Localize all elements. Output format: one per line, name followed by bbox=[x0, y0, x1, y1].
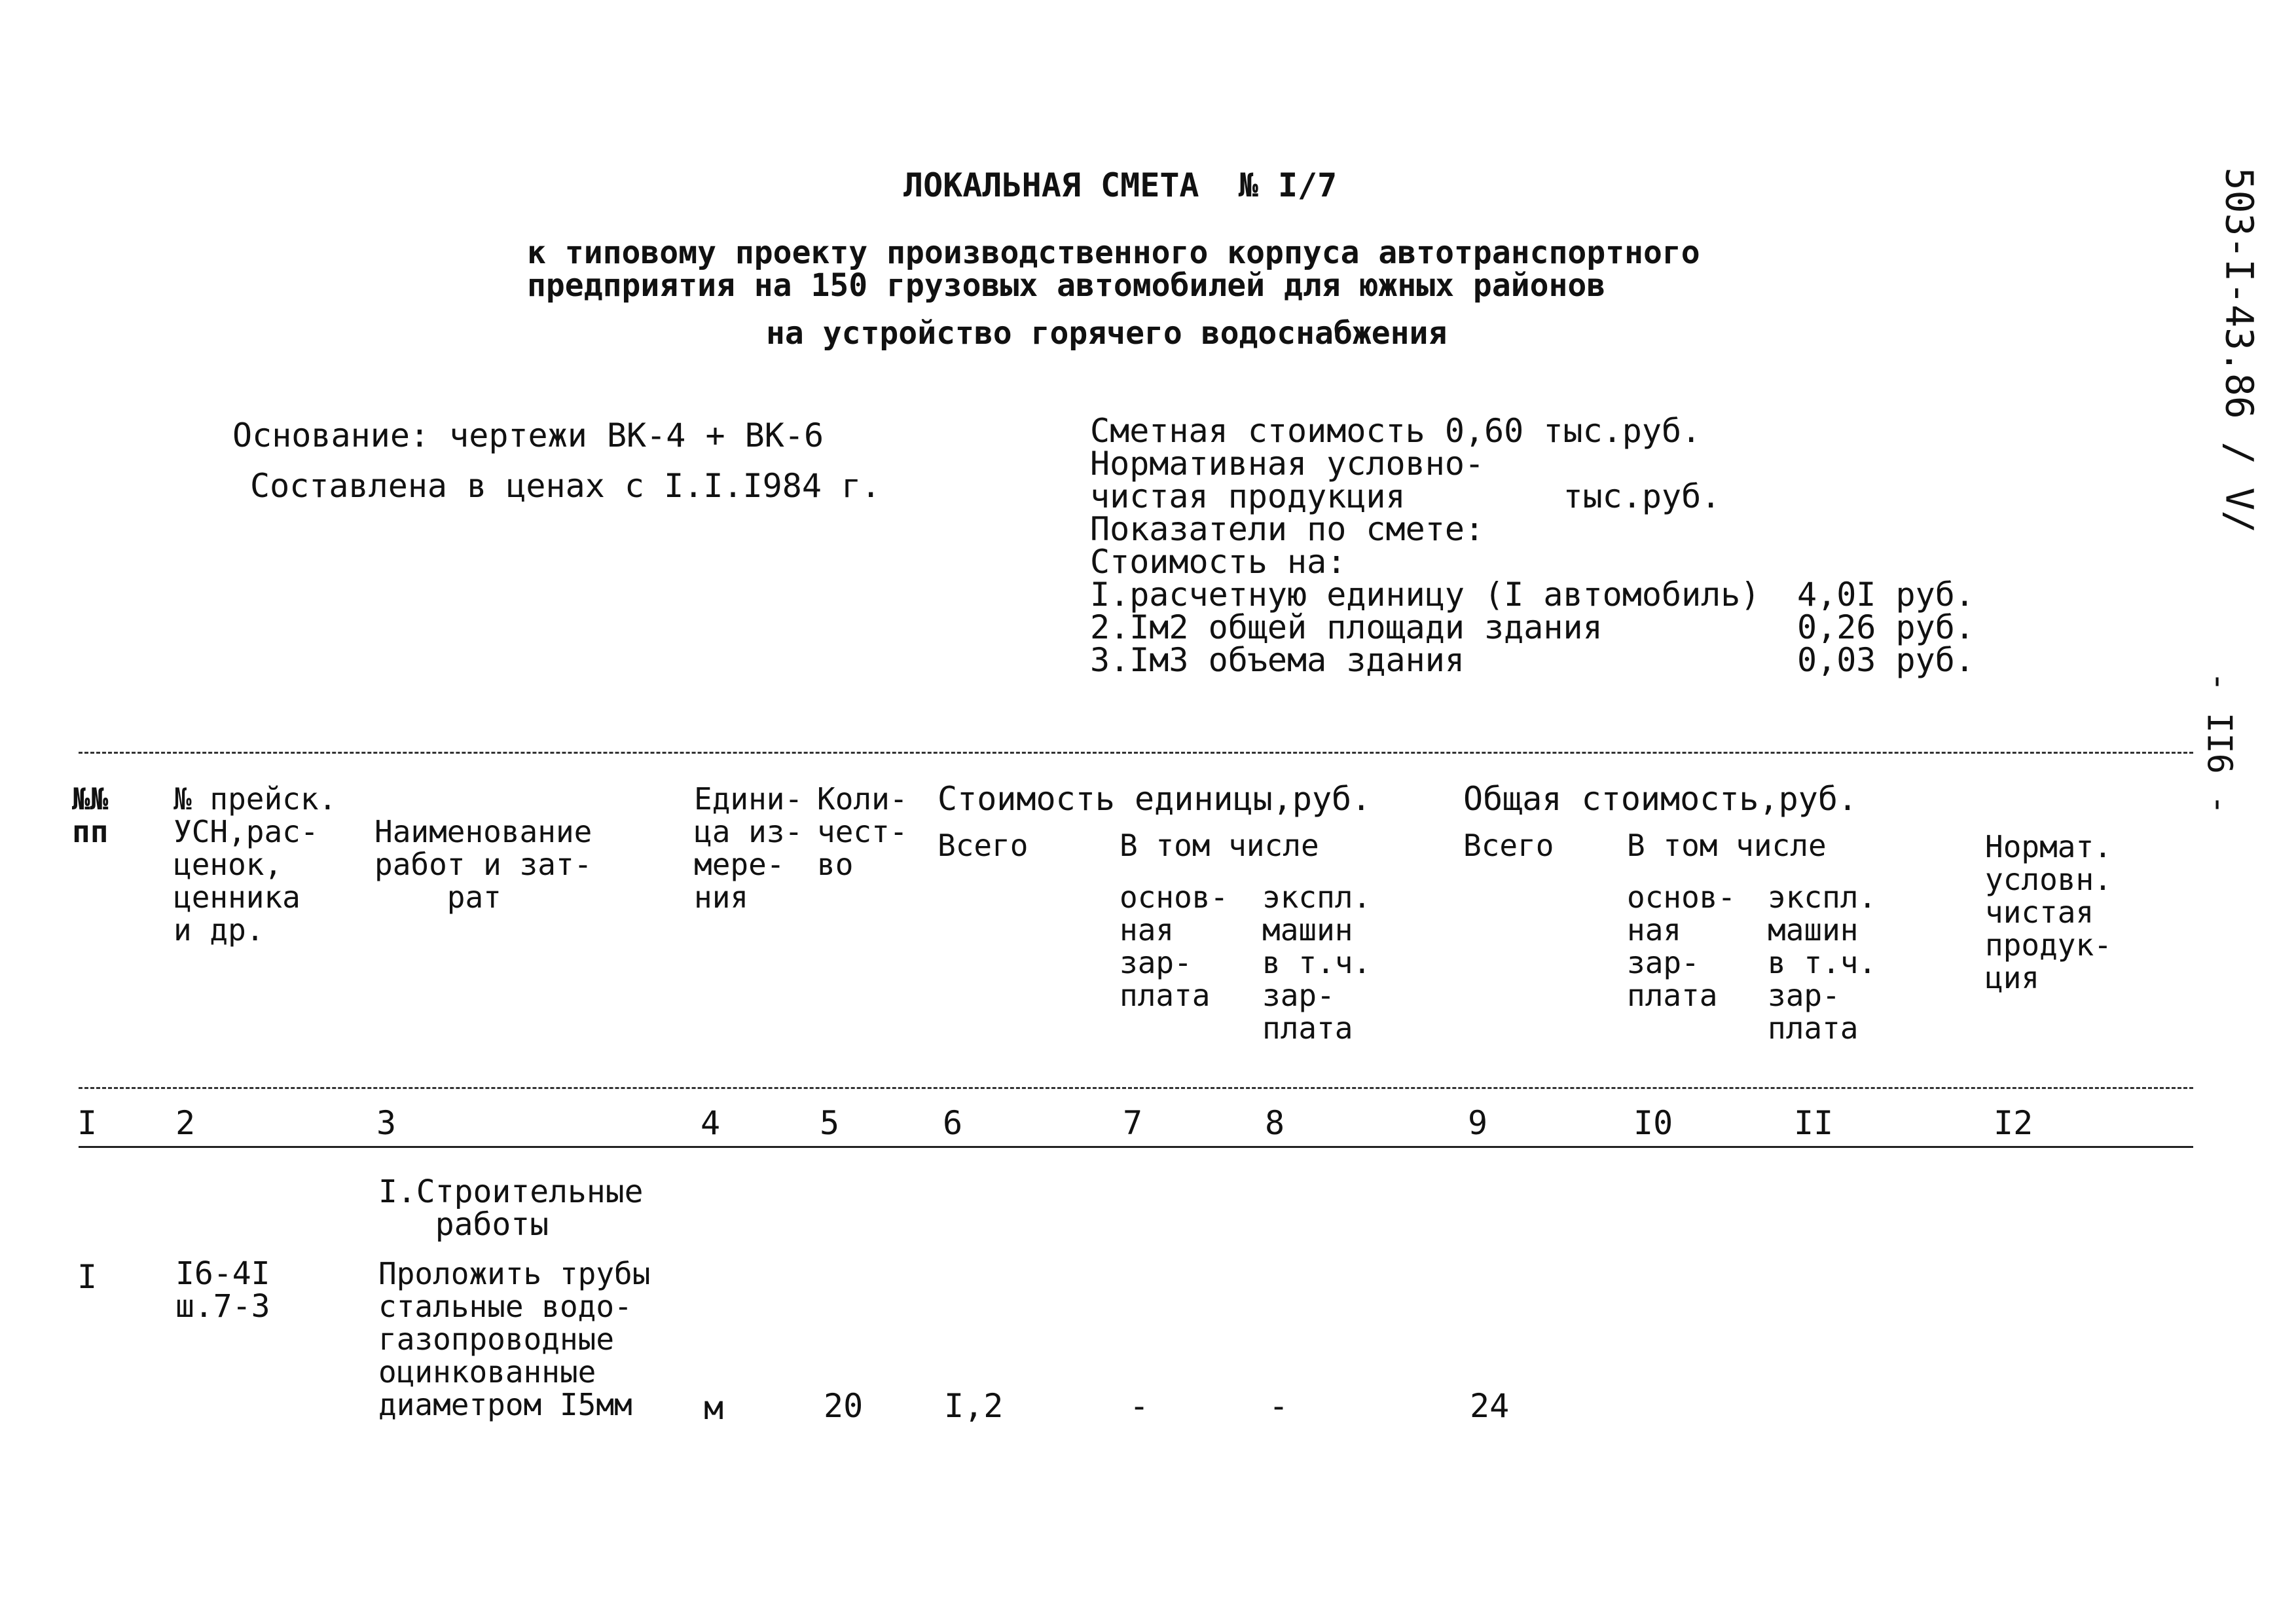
section-title: I.Строительные работы bbox=[378, 1173, 644, 1243]
basis-drawings: Основание: чертежи ВК-4 + ВК-6 bbox=[232, 416, 824, 454]
column-number: 2 bbox=[175, 1104, 196, 1142]
col-header-unit-total: Всего bbox=[938, 828, 1029, 863]
indicator-value: 0,03 руб. bbox=[1797, 641, 1975, 679]
indicator-label: I.расчетную единицу (I автомобиль) bbox=[1090, 576, 1760, 614]
group-header-unit-cost: Стоимость единицы,руб. bbox=[938, 780, 1372, 818]
indicator-value: 4,0I руб. bbox=[1797, 576, 1975, 614]
column-number: 8 bbox=[1265, 1104, 1285, 1142]
column-number: 4 bbox=[701, 1104, 721, 1142]
row-number: I bbox=[77, 1258, 98, 1296]
header-bottom-rule bbox=[79, 1087, 2193, 1089]
subtitle-line-3: на устройство горячего водоснабжения bbox=[766, 315, 1448, 352]
table-top-rule bbox=[79, 752, 2193, 754]
row-unit: м bbox=[704, 1389, 724, 1427]
subgroup-header-including-unit: В том числе bbox=[1120, 828, 1319, 863]
column-number: 6 bbox=[943, 1104, 963, 1142]
basis-prices-date: Составлена в ценах с I.I.I984 г. bbox=[250, 467, 881, 505]
row-total: 24 bbox=[1470, 1387, 1510, 1425]
row-unit-total: I,2 bbox=[944, 1387, 1004, 1425]
col-header-total-machines: экспл. машин в т.ч. зар- плата bbox=[1768, 879, 1877, 1046]
col-header-total: Всего bbox=[1463, 828, 1554, 863]
col-header-work-name: Наименование работ и зат- рат bbox=[374, 814, 592, 915]
document-title: ЛОКАЛЬНАЯ СМЕТА № I/7 bbox=[903, 166, 1338, 204]
indicator-label: 3.Iм3 объема здания bbox=[1090, 641, 1465, 679]
column-number: I2 bbox=[1994, 1104, 2033, 1142]
subgroup-header-including-total: В том числе bbox=[1627, 828, 1827, 863]
row-quantity: 20 bbox=[824, 1387, 864, 1425]
column-number: 9 bbox=[1468, 1104, 1488, 1142]
normative-production-value: чистая продукция тыс.руб. bbox=[1090, 477, 1721, 515]
row-price-code: I6-4I ш.7-3 bbox=[175, 1255, 270, 1325]
col-header-unit-machines: экспл. машин в т.ч. зар- плата bbox=[1262, 879, 1372, 1046]
column-number: I bbox=[77, 1104, 98, 1142]
col-header-quantity: Коли- чест- во bbox=[817, 781, 908, 882]
page-number: - II6 - bbox=[2200, 671, 2239, 815]
column-number: 5 bbox=[820, 1104, 840, 1142]
indicator-value: 0,26 руб. bbox=[1797, 608, 1975, 646]
estimated-cost: Сметная стоимость 0,60 тыс.руб. bbox=[1090, 412, 1702, 450]
column-number: II bbox=[1794, 1104, 1834, 1142]
indicator-label: 2.Iм2 общей площади здания bbox=[1090, 608, 1603, 646]
col-header-unit-base-wage: основ- ная зар- плата bbox=[1120, 879, 1229, 1013]
subtitle-line-1: к типовому проекту производственного корпуса автотранспортного bbox=[527, 234, 1700, 271]
document-code: 503-I-43.86 / V/ bbox=[2217, 167, 2262, 534]
col-header-price-code: № прейск. УСН,рас- ценок, ценника и др. bbox=[173, 781, 337, 948]
normative-production-label: Нормативная условно- bbox=[1090, 445, 1485, 483]
indicators-heading: Показатели по смете: bbox=[1090, 510, 1485, 548]
row-work-name: Проложить трубы стальные водо- газопроводные оцинкованные диаметром I5мм bbox=[378, 1256, 651, 1422]
col-header-unit: Едини- ца из- мере- ния bbox=[694, 781, 803, 915]
col-header-row-number: №№ пп bbox=[72, 781, 109, 849]
cost-per-heading: Стоимость на: bbox=[1090, 543, 1347, 581]
document-code-stamp bbox=[2216, 167, 2262, 534]
col-header-normative-production: Нормат. условн. чистая продук- ция bbox=[1985, 829, 2112, 995]
column-number: 3 bbox=[376, 1104, 397, 1142]
page-number-stamp bbox=[2180, 668, 2259, 819]
group-header-total-cost: Общая стоимость,руб. bbox=[1463, 780, 1858, 818]
row-unit-base-wage: - bbox=[1129, 1387, 1150, 1425]
row-unit-machines: - bbox=[1269, 1387, 1289, 1425]
subtitle-line-2: предприятия на 150 грузовых автомобилей для южных районов bbox=[527, 267, 1606, 304]
column-number: 7 bbox=[1123, 1104, 1143, 1142]
col-header-total-base-wage: основ- ная зар- плата bbox=[1627, 879, 1736, 1013]
column-number: I0 bbox=[1633, 1104, 1673, 1142]
column-numbers-rule bbox=[79, 1146, 2193, 1148]
